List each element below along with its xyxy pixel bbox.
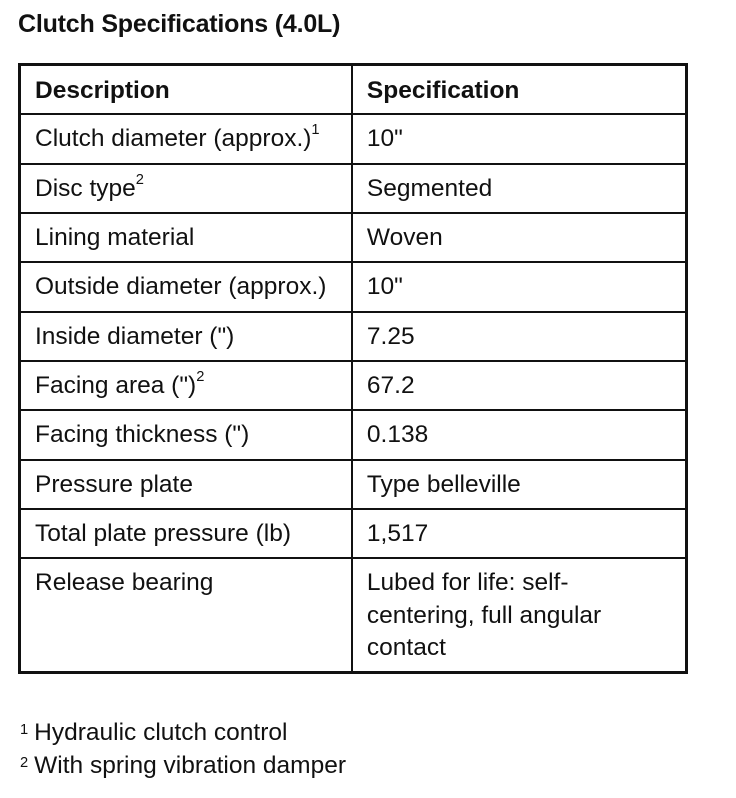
description-cell bbox=[20, 410, 352, 459]
description-cell bbox=[20, 509, 352, 558]
page-title: Clutch Specifications (4.0L) bbox=[18, 10, 341, 38]
footnote-ref: 2 bbox=[196, 368, 205, 385]
table-row bbox=[20, 213, 687, 262]
table-row bbox=[20, 558, 687, 672]
specification-cell: 7.25 bbox=[352, 312, 687, 361]
table-row bbox=[20, 410, 687, 459]
specification-cell: 1,517 bbox=[352, 509, 687, 558]
description-cell bbox=[20, 558, 352, 672]
specification-cell: Lubed for life: self-centering, full angular contact bbox=[352, 558, 687, 672]
specification-cell: Type belleville bbox=[352, 460, 687, 509]
description-text: Facing thickness (") bbox=[35, 421, 250, 449]
description-text: Inside diameter (") bbox=[35, 322, 235, 350]
clutch-spec-table bbox=[18, 63, 688, 674]
description-cell bbox=[20, 213, 352, 262]
specification-cell: 10" bbox=[352, 262, 687, 311]
table-row bbox=[20, 509, 687, 558]
specification-cell: 10" bbox=[352, 114, 687, 163]
column-header-specification: Specification bbox=[352, 65, 687, 115]
footnote-text: Hydraulic clutch control bbox=[34, 719, 288, 746]
description-cell bbox=[20, 312, 352, 361]
description-text: Disc type bbox=[35, 174, 136, 202]
description-cell bbox=[20, 361, 352, 410]
table-row bbox=[20, 262, 687, 311]
specification-cell: 0.138 bbox=[352, 410, 687, 459]
description-text: Total plate pressure (lb) bbox=[35, 519, 292, 547]
description-text: Lining material bbox=[35, 223, 195, 251]
description-cell bbox=[20, 114, 352, 163]
specification-cell: Segmented bbox=[352, 164, 687, 213]
footnote-ref: 2 bbox=[135, 171, 144, 188]
description-text: Facing area (") bbox=[35, 371, 197, 399]
specification-cell: Woven bbox=[352, 213, 687, 262]
footnote-ref: 1 bbox=[311, 122, 320, 139]
specification-cell: 67.2 bbox=[352, 361, 687, 410]
description-cell bbox=[20, 262, 352, 311]
footnote-text: With spring vibration damper bbox=[34, 752, 346, 779]
footnote-mark: 2 bbox=[20, 755, 29, 771]
footnote-mark: 1 bbox=[20, 722, 29, 738]
description-cell bbox=[20, 164, 352, 213]
description-text: Outside diameter (approx.) bbox=[35, 273, 327, 301]
table-row bbox=[20, 312, 687, 361]
table-row bbox=[20, 361, 687, 410]
description-cell bbox=[20, 460, 352, 509]
footnote bbox=[20, 719, 287, 747]
table-row bbox=[20, 114, 687, 163]
table-header-row bbox=[20, 65, 687, 115]
description-text: Pressure plate bbox=[35, 470, 193, 498]
table-row bbox=[20, 164, 687, 213]
description-text: Clutch diameter (approx.) bbox=[35, 125, 312, 153]
table-row bbox=[20, 460, 687, 509]
description-text: Release bearing bbox=[35, 569, 214, 597]
column-header-description: Description bbox=[20, 65, 352, 115]
footnote bbox=[20, 752, 346, 780]
